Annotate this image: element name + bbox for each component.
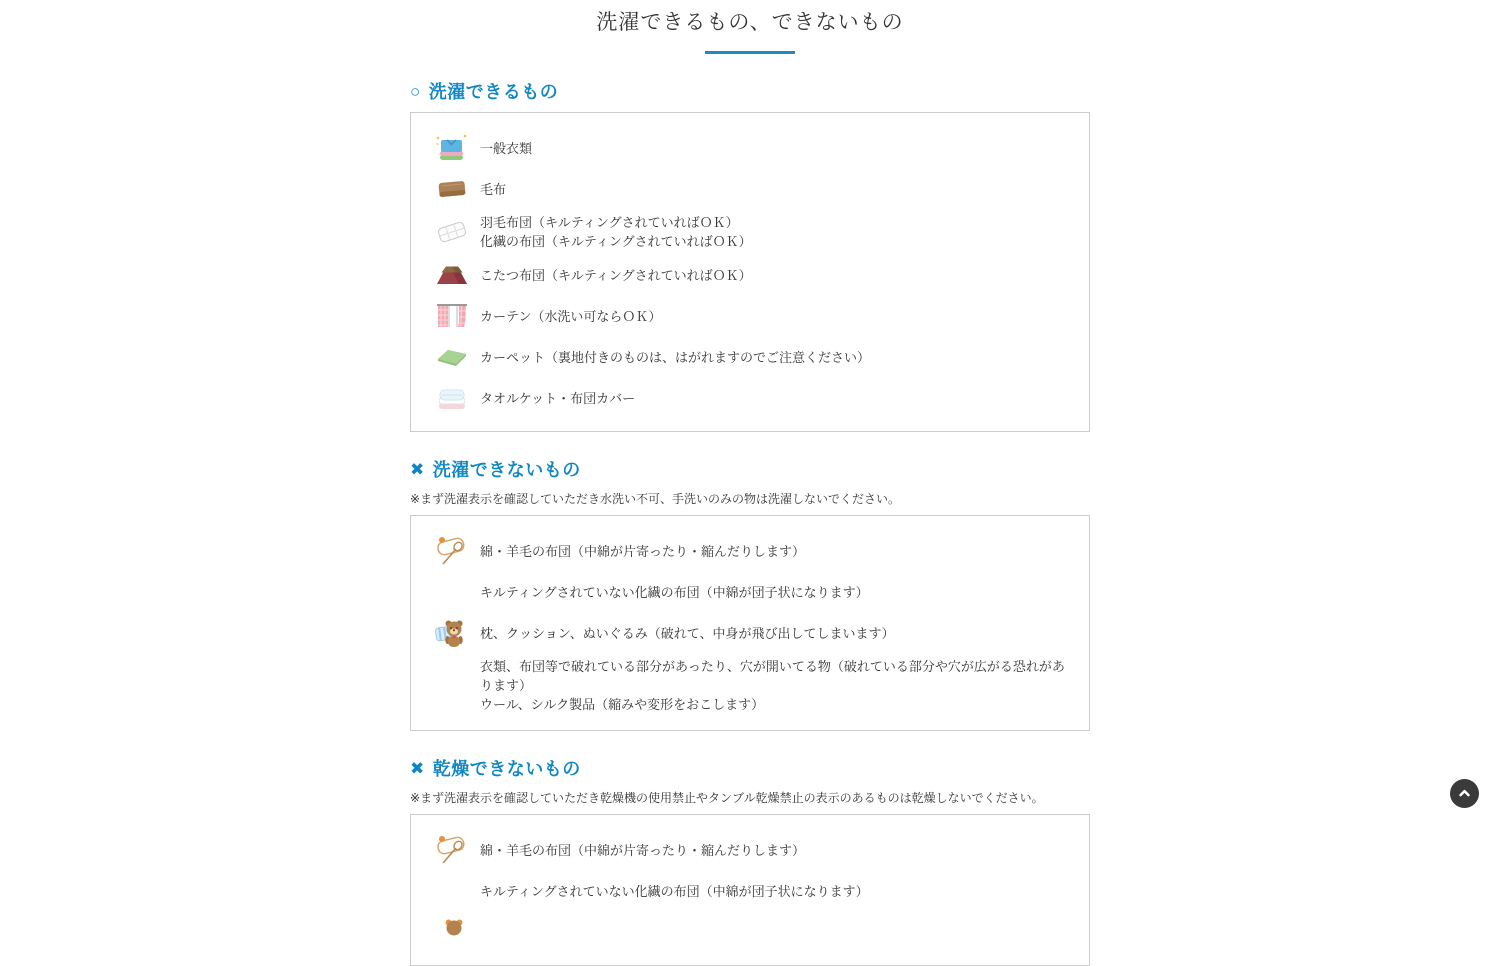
section-note: ※まず洗濯表示を確認していただき水洗い不可、手洗いのみの物は洗濯しないでください。 <box>410 492 901 506</box>
folded-clothes-icon <box>435 131 469 165</box>
item-text: ウール、シルク製品（縮みや変形をおこします） <box>480 697 765 712</box>
towelket-icon <box>435 381 469 415</box>
kotatsu-futon-icon <box>435 258 469 292</box>
list-item <box>435 131 1065 165</box>
icon-spacer <box>435 874 469 908</box>
section-heading-label: 乾燥できないもの <box>432 759 581 779</box>
item-text: タオルケット・布団カバー <box>480 390 636 406</box>
quilted-futon-icon <box>435 215 469 249</box>
item-text: 綿・羊毛の布団（中綿が片寄ったり・縮んだりします） <box>480 543 806 559</box>
circle-marker-icon: ○ <box>410 81 421 101</box>
list-item <box>435 833 1065 867</box>
item-text: カーテン（水洗い可ならＯＫ） <box>480 308 662 324</box>
washable-items-box <box>410 112 1090 432</box>
list-item <box>435 258 1065 292</box>
section-heading-not-dryable <box>410 755 1090 781</box>
list-item <box>435 616 1065 650</box>
list-item <box>435 213 1065 251</box>
curtain-icon <box>435 299 469 333</box>
item-text: カーペット（裏地付きのものは、はがれますのでご注意ください） <box>480 349 871 365</box>
futon-beating-icon <box>435 833 469 867</box>
icon-spacer <box>435 575 469 609</box>
main-content <box>410 6 1090 966</box>
title-underline <box>705 51 795 54</box>
item-text: 一般衣類 <box>480 140 533 156</box>
list-item <box>435 172 1065 206</box>
not-washable-items-box <box>410 515 1090 731</box>
list-item <box>435 381 1065 415</box>
section-heading-label: 洗濯できないもの <box>432 460 581 480</box>
section-heading-label: 洗濯できるもの <box>428 82 559 102</box>
teddy-bear-icon <box>435 616 469 650</box>
item-text: 化繊の布団（キルティングされていればＯＫ） <box>480 234 752 249</box>
item-text: 毛布 <box>480 181 507 197</box>
page-title: 洗濯できるもの、できないもの <box>596 11 904 34</box>
item-text: キルティングされていない化繊の布団（中綿が団子状になります） <box>480 883 869 899</box>
list-item <box>435 915 1065 949</box>
list-item <box>435 874 1065 908</box>
futon-beating-icon <box>435 534 469 568</box>
cross-marker-icon: ✖ <box>410 459 425 479</box>
item-text: 綿・羊毛の布団（中綿が片寄ったり・縮んだりします） <box>480 842 806 858</box>
list-item <box>435 534 1065 568</box>
section-note: ※まず洗濯表示を確認していただき乾燥機の使用禁止やタンブル乾燥禁止の表示のあるものは乾燥しないでください。 <box>410 791 1044 805</box>
item-text: キルティングされていない化繊の布団（中綿が団子状になります） <box>480 584 869 600</box>
list-item <box>435 657 1065 714</box>
blanket-icon <box>435 172 469 206</box>
page <box>0 6 1500 899</box>
item-text: 衣類、布団等で破れている部分があったり、穴が開いてる物（破れている部分や穴が広がる恐れがあります） <box>480 659 1065 693</box>
cross-marker-icon: ✖ <box>410 758 425 778</box>
list-item <box>435 340 1065 374</box>
scroll-to-top-button[interactable] <box>1450 779 1479 808</box>
item-text: 羽毛布団（キルティングされていればＯＫ） <box>480 215 739 230</box>
carpet-icon <box>435 340 469 374</box>
not-dryable-items-box <box>410 814 1090 966</box>
section-heading-washable <box>410 78 1090 104</box>
chevron-up-icon <box>1455 784 1474 803</box>
teddy-bear-icon <box>435 915 469 949</box>
icon-spacer <box>435 669 469 703</box>
list-item <box>435 575 1065 609</box>
list-item <box>435 299 1065 333</box>
item-text: こたつ布団（キルティングされていればＯＫ） <box>480 267 752 283</box>
item-text: 枕、クッション、ぬいぐるみ（破れて、中身が飛び出してしまいます） <box>480 625 895 641</box>
section-heading-not-washable <box>410 456 1090 482</box>
